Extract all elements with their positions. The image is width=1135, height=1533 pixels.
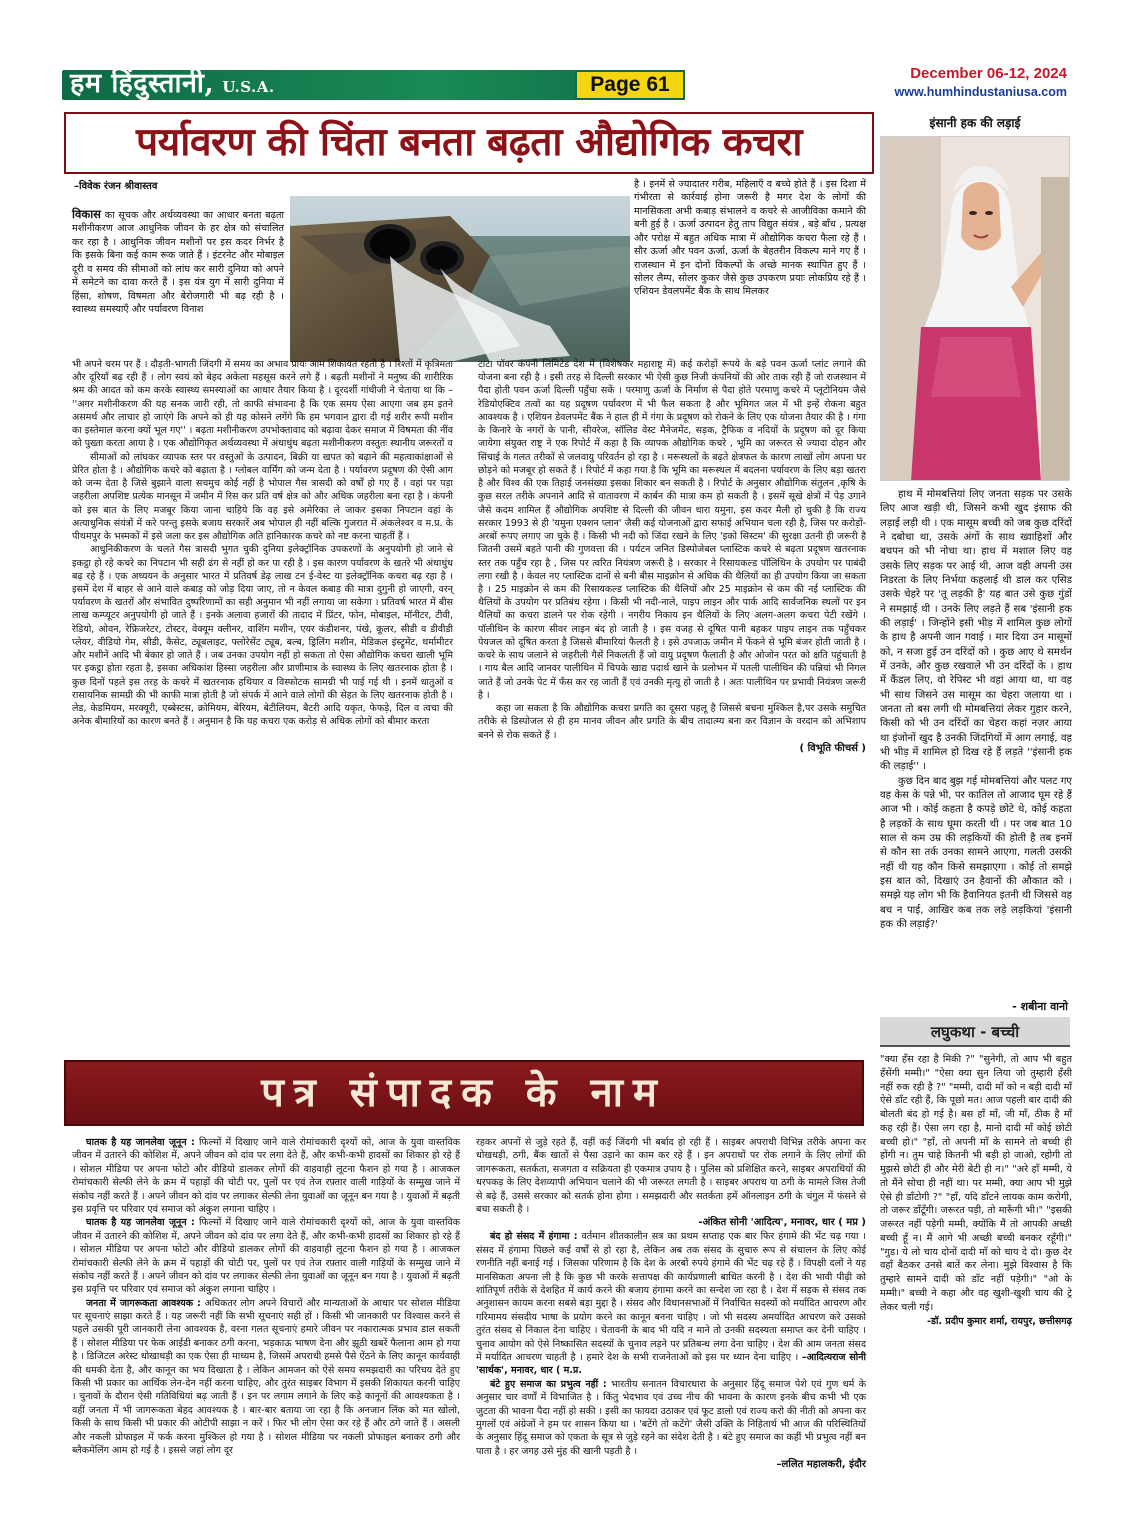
article-col1-top	[72, 206, 284, 316]
letter4-signature: –आदित्यराज सोनी 'सार्थक', मनावर, धार ( म.प्र.	[476, 1351, 866, 1377]
article-text-2: भी अपने चरम पर हैं । दौड़ती-भागती जिंदगी में समय का अभाव प्रायः आम शिकायत रहती है । रिश्तों में कृत्रिमता और दूरियाँ बढ़ रही हैं । लोग स्वयं को बेहद अकेला महसूस करने लगे हैं । बढ़ती मशीनों ने मनुष्य की शारीरिक श्रम की आदत को कम करके स्वास्थ्य समस्याओं का आधार तैयार किया है । दूरदर्शी गांधीजी ने चेताया था कि – ''अगर मशीनीकरण की यह सनक जारी रही, तो काफी संभावना है कि एक समय ऐसा आएगा जब हम इतने असमर्थ और लाचार हो जाएंगे कि अपने को ही यह कोसने लगेंगे कि हम भगवान द्वारा दी गई शरीर रूपी मशीन का इस्तेमाल करना क्यों भूल गए'' । बढ़ता मशीनीकरण उपभोक्तावाद को बढ़ावा देकर समाज में विषमता की नींव को पुख्ता करता आया है । एक औद्योगिकृत अर्थव्यवस्था में अंधाधुंध बढ़ता मशीनीकरण वस्तुतः स्थानीय जरूरतों व	[72, 359, 453, 450]
logo-text: हम हिंदुस्तानी,	[70, 68, 215, 99]
sidebar-title: इंसानी हक की लड़ाई	[929, 116, 1021, 130]
masthead	[0, 0, 1135, 108]
article-text-1: का सूचक और अर्थव्यवस्था का आधार बनता बढ़ता मशीनीकरण आज आधुनिक जीवन के हर क्षेत्र को संचालित कर रहा है । आधुनिक जीवन मशीनों पर इस कदर निर्भर है कि इसके बिना कई काम रूक जाते हैं । इंटरनेट और मोबाइल दूरी व समय की सीमाओं को लांघ कर सारी दुनिया को अपने में समेटने का दावा करते हैं । इस यंत्र युग में सारी दुनिया में हिंसा, शोषण, विषमता और बेरोजगारी भी बढ़ रही है । स्वास्थ्य समस्याएँ और पर्यावरण विनाश	[72, 210, 285, 315]
laghukatha-story	[880, 1053, 1072, 1328]
article-byline: –विवेक रंजन श्रीवास्तव	[74, 181, 158, 192]
sidebar-author: - शबीना वानो	[1012, 1000, 1068, 1013]
logo-usa: U.S.A.	[222, 78, 275, 96]
article-text-4: आधुनिकीकरण के चलते गैस त्रासदी भुगत चुकी दुनिया इलेक्ट्रॉनिक उपकरणों के अनुपयोगी हो जाने से इकट्ठा हो रहे कचरे का निपटान भी सही ढंग से नहीं हो कर पा रही है । इस कारण पर्यावरण के खतरे भी अंधाधुंध बढ़ रहे हैं । एक अध्ययन के अनुसार भारत में प्रतिवर्ष डेढ़ लाख टन ई-वेस्ट या इलेक्ट्रॉनिक कचरा बढ़ रहा है । इसमें देश में बाहर से आने वाले कबाड़ को जोड़ दिया जाए, तो न केवल कबाड़ की मात्रा दुगुनी हो जाएगी, वरन् पर्यावरण के खतरों और संभावित दुष्परिणामों का सही अनुमान भी नहीं लगाया जा सकेगा । प्रतिवर्ष भारत में बीस लाख कम्प्यूटर अनुपयोगी हो जाते हैं । इनके अलावा हजारों की तादाद में प्रिंटर, फोन, मोबाइल, मॉनीटर, टीवी, रेडियो, ओवन, रेफ्रिजरेटर, टोस्टर, वेक्यूम क्लीनर, वाशिंग मशीन, एयर कंडीशनर, पंखे, कूलर, सीडी व डीवीडी प्लेयर, वीडियो गेम, सीडी, कैसेट, ट्यूबलाइट, फ्लोरेसेंट ट्यूब, बल्ब, ड्रिलिंग मशीन, मेडिकल इंस्ट्रूमेंट, थर्मामीटर और मशीनें आदि भी बेकार हो जाते हैं । जब उनका उपयोग नहीं हो सकता तो ऐसा औद्योगिक कचरा खाली भूमि पर इकट्ठा होता रहता है, इसका अधिकांश हिस्सा जहरीला और प्राणीमात्र के स्वास्थ्य के लिए खतरनाक होता है । कुछ दिनों पहले इस तरह के कचरे में खतरनाक हथियार व विस्फोटक सामग्री भी पाई गई थी । इनमें धातुओं व रासायनिक सामग्री की भी काफी मात्रा होती है जो संपर्क में आने वाले लोगों की सेहत के लिए खतरनाक होती है । लेड, केडमियम, मरक्यूरी, एब्बेस्टस, क्रोमियम, बेरियम, बेटीलियम, बैटरी आदि यकृत, फेफड़े, दिल व त्वचा की अनेक बीमारियों का कारण बनते हैं । अनुमान है कि यह कचरा एक करोड़ से अधिक लोगों को बीमार करता	[72, 544, 453, 728]
article-headline-box	[64, 112, 874, 174]
article-text-3: सीमाओं को लांघकर व्यापक स्तर पर वस्तुओं के उत्पादन, बिक्री या खपत को बढ़ाने की महत्वाकांक्षाओं से प्रेरित होता है । औद्योगिक कचरे को बढ़ाता है । ग्लोबल वार्मिंग को जन्म देता है । पर्यावरण प्रदूषण की ऐसी आग को जन्म देता है जिसे बुझाने वाला सचमुच कोई नहीं है भोपाल गैस त्रासदी को वर्षों हो गए हैं । वहां पर पड़ा जहरीला अपशिष्ट प्रत्येक मानसून में जमीन में रिस कर प्रति वर्ष क्षेत्र को और अधिक जहरीला बना रहा है । कंपनी को इस बात के लिए मजबूर किया जाना चाहिये कि वह इसे अमेरिका ले जाकर इसका निपटान वहां के अत्याधुनिक संयंत्रों में करे परन्तु इसके बजाय सरकारें अब भोपाल ही नहीं बल्कि गुजरात में अंकलेश्वर व म.प्र. के पीथमपुर के भस्मकों में इसे जला कर इस औद्योगिक अति हानिकारक कचरे को नष्ट करना चाहतीं हैं ।	[72, 451, 453, 543]
letter1-heading: घातक है यह जानलेवा जूनून :	[86, 1137, 195, 1148]
letter5-heading: बंटे हुए समाज का प्रभुत्व नहीं :	[490, 1378, 607, 1390]
laghukatha-title: लघुकथा - बच्ची	[930, 1023, 1020, 1041]
laghukatha-header	[880, 1017, 1070, 1047]
letter4-heading: बंद हो संसद में हंगामा :	[490, 1231, 578, 1243]
article-headline: पर्यावरण की चिंता बनता बढ़ता औद्योगिक कचरा	[135, 120, 803, 165]
laghukatha-author: -डॉ. प्रदीप कुमार शर्मा, रायपुर, छत्तीसगढ़	[926, 1315, 1072, 1327]
letter3-text-cont: रहकर अपनों से जुड़े रहते हैं, वहीं कई जिंदगी भी बर्बाद हो रही हैं । साइबर अपराधी विभिन्न तरीके अपना कर धोखधड़ी, ठगी, बैंक खातों से पैसा उड़ाने का काम कर रहे हैं । इन अपराधों पर रोक लगाने के लिए लोगों की जागरूकता, सतर्कता, सजगता व सक्रियता ही एकमात्र उपाय है । पुलिस को प्रशिक्षित करने, साइबर अपराधियों की धरपकड़ के लिए देशव्यापी अभियान चलाने की भी जरूरत लगती है । साइबर अपराध या ठगी के मामले जिस तेजी से बढ़े हैं, उससे सरकार को सतर्क होना होगा । समझदारी और सतर्कता हमें ऑनलाइन ठगी के चंगुल में फंसने से बचा सकती है ।	[476, 1137, 866, 1215]
woman-portrait-image	[881, 137, 1070, 481]
laghukatha-text: "क्या हँस रहा है मिकी ?" "सुनेगी, तो आप भी बहुत हँसेंगी मम्मी।" "ऐसा क्या सुन लिया जो तुम्हारी हँसी नहीं रुक रही है ?" "मम्मी, दादी माँ को न बड़ी दादी माँ ऐसे डाँट रही हैं, कि पूछो मत। आज पहली बार दादी की बोलती बंद हो गई है। बस हाँ माँ, जी माँ, ठीक है माँ कह रही हैं। ऐसा लग रहा है, मानो दादी माँ कोई छोटी बच्ची हो।" "हाँ, तो अपनी माँ के सामने तो बच्ची ही होंगी न। तुम चाहे कितनी भी बड़ी हो जाओ, रहोगी तो मुझसे छोटी ही और मेरी बेटी ही न।" "अरे हाँ मम्मी, ये तो मैंने सोचा ही नहीं था। पर मम्मी, क्या आप भी मुझे ऐसे ही डाँटोगी ?" "हाँ, यदि डाँटने लायक काम करोगी, तो जरूर डाँटूँगी। जरूरत पड़ी, तो मारूँगी भी।" "इसकी जरूरत नहीं पड़ेगी मम्मी, क्योंकि मैं तो आपकी अच्छी बच्ची हूँ न। मैं आगे भी अच्छी बच्ची बनकर रहूँगी।" "गुड। ये लो चाय दोनों दादी माँ को चाय दे दो। कुछ देर वहाँ बैठकर उनसे बातें कर लेना। मुझे विश्वास है कि तुम्हारे सामने दादी को डाँट नहीं पड़ेगी।" "ओ के मम्मी।" बच्ची ने कहा और वह खुशी-खुशी चाय की ट्रे लेकर चली गई।	[880, 1054, 1072, 1313]
lead-word: विकास	[72, 207, 101, 221]
article-text-5: है । इनमें से ज्यादातर गरीब, महिलाएँ व बच्चे होते हैं । इस दिशा में गंभीरता से कार्रवाई होना जरूरी है मगर देश के लोगों की मानसिकता अभी कबाड़ संभालने व कचरे से आजीविका कमाने की बनी हुई है । ऊर्जा उत्पादन हेतु ताप विद्युत संयंत्र , बड़े बाँध , प्रत्यक्ष और परोक्ष में बहुत अधिक मात्रा में औद्योगिक कचरा फैला रहे हैं । सौर ऊर्जा और पवन ऊर्जा, ऊर्जा के बेहतरीन विकल्प माने गए हैं । राजस्थान में इन दोनों विकल्पों के अच्छे मानक स्थापित हुए हैं । सोलर लैम्प, सोलर कुकर जैसे कुछ उपकरण प्रयाः लोकप्रिय रहे हैं । एशियन डेवलपमेंट बैंक के साथ मिलकर	[634, 179, 866, 298]
article-text-6: टाटा पॉवर कंपनी लिमिटेड देश में (विशेषकर महाराष्ट्र में) कई करोड़ों रूपये के बड़े पवन ऊर्जा प्लांट लगाने की योजना बना रही है । इसी तरह से दिल्ली सरकार भी ऐसी कुछ निजी कंपनियों की ओर ताक रही हैं जो राजस्थान में पैदा होती पवन ऊर्जा दिल्ली पहुँचा सकें । परमाणु ऊर्जा के निर्माण से पैदा होते परमाणु कचरे में प्लूटोनियम जैसे रेडियोएक्टिव तत्वों का यह प्रदूषण पर्यावरण में भी फैल सकता है और भूमिगत जल में भी इन्हें रोकना बहुत आवश्यक है । एशियन डेवलपमेंट बैंक ने हाल ही में गंगा के प्रदूषण को रोकने के लिए एक योजना तैयार की है । गंगा के किनारे के नगरों के पानी, सीवरेज, सॉलिड वेस्ट मैनेजमेंट, सड़क, ट्रैफिक व नदियों के प्रदूषण को दूर किया जायेगा संयुक्त राष्ट्र ने एक रिपोर्ट में कहा है कि व्यापक औद्योगिक कचरे , भूमि का जरूरत से ज्यादा दोहन और सिंचाई के गलत तरीकों से जलवायु परिवर्तन हो रहा है । मरूस्थलों के बढ़ते क्षेत्रफल के कारण लाखों लोग अपना घर छोड़ने को मजबूर हो सकते हैं । रिपोर्ट में कहा गया है कि भूमि का मरूस्थल में बदलना पर्यावरण के लिए बड़ा खतरा है और विश्व की एक तिहाई जनसंख्या इसका शिकार बन सकती है । रिपोर्ट के अनुसार औद्योगिक संतुलन ,कृषि के कुछ सरल तरीके अपनाने आदि से वातावरण में कार्बन की मात्रा कम हो सकती है । इसमें सूखे क्षेत्रों में पेड़ उगाने जैसे कदम शामिल हैं औद्योगिक अपशिष्ट से दिल्ली की जीवन धारा यमुना, इस कदर मैली हो चुकी है कि राज्य सरकार 1993 से ही 'यमुना एक्शन प्लान' जैसी कई योजनाओं द्वारा सफाई अभियान चला रही है, जिस पर करोड़ों-अरबों रूपए लगाए जा चुके हैं । किसी भी नदी को जिंदा रखने के लिए 'इको सिस्टम' की सुरक्षा उतनी ही जरूरी है जितनी उसमें बहते पानी की गुणवत्ता की । पर्यटन जनित डिस्पोजेबल प्लास्टिक कचरे से बढ़ता प्रदूषण खतरनाक स्तर तक पहुँच रहा है , जिस पर त्वरित नियंत्रण जरूरी है । सरकार ने रिसायकल्ड पॉलिथिन के उपयोग पर पाबंदी लगा रखी है । केवल नए प्लास्टिक दानों से बनी बीस माइक्रोन से अधिक की थैलियों का ही उपयोग किया जा सकता है । 25 माइक्रोन से कम की रिसायकल्ड प्लास्टिक की थैलियों और 25 माइक्रोन से कम की नई प्लास्टिक की थैलियों के उपयोग पर प्रतिबंध रहेगा । किसी भी नदी-नाले, पाइप लाइन और पार्क आदि सार्वजनिक स्थलों पर इन थैलियों का कचरा डालने पर रोक रहेगी । नगरीय निकाय इन थैलियों के लिए अलग-अलग कचरा पेटी रखेंगे । पॉलीथिन के कारण सीवर लाइन बंद हो जाती है । इस वजह से दूषित पानी बहकर पाइप लाइन तक पहुँचकर पेयजल को दूषित करता है जिससे बीमारियां फैलती है । इसे उपजाऊ जमीन में फेंकने से भूमि बंजर होती जाती है । कचरे के साथ जलाने से जहरीली गैसें निकलती हैं जो वायु प्रदूषण फैलाती है और ओजोन परत को क्षति पहुंचाती है । गाय बैल आदि जानवर पालीथिन में चिपके खाद्य पदार्थ खाने के प्रलोभन में पतली पालीथिन की पन्नियां भी निगल जाते हैं जो उनके पेट में फँस कर रह जाती हैं एवं उनकी मृत्यु हो जाती है । अतः पालीथिन पर प्रभावी नियंत्रण जरूरी है ।	[478, 359, 866, 701]
article-source: ( विभूति फीचर्स )	[799, 742, 866, 754]
pipe-discharge-image	[290, 196, 630, 362]
letters-title: पत्र संपादक के नाम	[261, 1070, 667, 1116]
newspaper-logo	[70, 66, 275, 103]
letter1-text: फिल्मों में दिखाए जाने वाले रोमांचकारी दृश्यों को, आज के युवा वास्तविक जीवन में उतारने की कोशिश में, अपने जीवन को दांव पर लगा देते हैं, और कभी-कभी हादसों का शिकार हो रहे हैं । सोशल मीडिया पर अपना फोटो और वीडियो डालकर लोगों की वाहवाही लूटना फैशन हो गया है । आजकल रोमांचकारी सेल्फी लेने के क्रम में पहाड़ों की चोटी पर, पुलों पर एवं तेज रफ़्तार वाली गाड़ियों के सम्मुख जाने में संकोच नहीं करते हैं । अपने जीवन को दांव पर लगाकर सेल्फी लेना युवाओं का जूनून बन गया है । युवाओं में बढ़ती इस प्रवृत्ति पर परिवार एवं समाज को अंकुश लगाना चाहिए ।	[72, 1137, 460, 1215]
letter3-signature: -अंकित सोनी 'आदित्य', मनावर, धार ( मप्र )	[698, 1217, 866, 1229]
article-col1-wide	[72, 358, 453, 729]
letter2-text: फिल्मों में दिखाए जाने वाले रोमांचकारी दृश्यों को, आज के युवा वास्तविक जीवन में उतारने की कोशिश में, अपने जीवन को दांव पर लगा देते हैं, और कभी-कभी हादसों का शिकार हो रहे हैं । सोशल मीडिया पर अपना फोटो और वीडियो डालकर लोगों की वाहवाही लूटना फैशन हो गया है । आजकल रोमांचकारी सेल्फी लेने के क्रम में पहाड़ों की चोटी पर, पुलों पर एवं तेज रफ़्तार वाली गाड़ियों के सम्मुख जाने में संकोच नहीं करते हैं । अपने जीवन को दांव पर लगाकर सेल्फी लेना युवाओं का जूनून बन गया है । युवाओं में बढ़ती इस प्रवृत्ति पर परिवार एवं समाज को अंकुश लगाना चाहिए ।	[72, 1217, 460, 1296]
website-url[interactable]: www.humhindustaniusa.com	[894, 85, 1067, 99]
sidebar-text-2: कुछ दिन बाद बुझ गई मोमबत्तियां और पलट गए वह केस के पन्ने भी, पर कातिल तो आजाद घूम रहे हैं आज भी । कोई कहता है कपड़े छोटे थे, कोई कहता है लड़कों के साथ घूमा करती थी । पर जब बात 10 साल से कम उम्र की लड़कियों की होती है तब इनमें से कौन सा तर्क उनका सामने आएगा, गलती उसकी नहीं थी यह कौन किसे समझाएगा । कोई तो समझे इस बात को, दिखाएं उन हैवानों की औकात को । समझे यह लोग भी कि हैवानियत इतनी थी जिससे वह बच न पाई, आखिर कब तक लड़े लड़कियां 'इंसानी हक की लड़ाई?'	[880, 775, 1072, 930]
letter3-text: अधिकतर लोग अपने विचारों और मान्यताओं के आधार पर सोशल मीडिया पर सूचनाएं साझा करते हैं । यह जरूरी नहीं कि सभी सूचनाएं सही हों । किसी भी जानकारी पर विश्वास करने से पहले उसकी पूरी जानकारी लेना आवश्यक है, वरना गलत सूचनाएं हमारे जीवन पर नकारात्मक प्रभाव डाल सकती हैं । सोशल मीडिया पर फेक आईडी बनाकर ठगी करना, भड़काऊ भाषण देना और झूठी खबरें फैलाना आम हो गया है । डिजिटल अरेस्ट धोखाधड़ी का एक ऐसा ही माध्यम है, जिसमें अपराधी हमसे पैसे ऐंठने के लिए कानून कार्यवाही की धमकी देता है, और कानून का भय दिखाता है । लेकिन आमजन को ऐसे समय समझदारी का परिचय देते हुए किसी भी प्रकार का आर्थिक लेन-देन नहीं करना चाहिए, और तुरंत साइबर विभाग में इसकी शिकायत करनी चाहिए । चुनावों के दौरान ऐसी गतिविधियां बढ़ जाती हैं । इन पर लगाम लगाने के लिए कड़े कानूनों की आवश्यकता है । वहीं जनता में भी जागरूकता बेहद आवश्यक है । बार-बार बताया जा रहा है कि अनजान लिंक को मत खोलो, किसी के साथ किसी भी प्रकार की ओटीपी साझा न करें । फिर भी लोग ऐसा कर रहे हैं और ठगे जाते हैं । असली और नकली प्रोफाइल में फर्क करना मुश्किल हो गया है । सोशल मीडिया पर नकली प्रोफाइल बनाकर ठगी और ब्लैकमेलिंग आम हो गई है । इससे जहां लोग दूर	[72, 1297, 460, 1456]
letter3-heading: जनता में जागरूकता आवश्यक :	[86, 1297, 201, 1309]
article-text-7: कहा जा सकता है कि औद्योगिक कचरा प्रगति का दूसरा पहलू है जिससे बचना मुश्किल है,पर उसके समुचित तरीके से डिस्पोजल से ही हम मानव जीवन और प्रगति के बीच तादात्म्य बना कर विज्ञान के वरदान को अभिशाप बनने से रोक सकते हैं ।	[478, 703, 866, 741]
sidebar-text-1: हाथ में मोमबत्तियां लिए जनता सड़क पर उसके लिए आज खड़ी थी, जिसने कभी खुद इंसाफ की लड़ाई लड़ी थी । एक मासूम बच्ची को जब कुछ दरिंदों ने दबोचा था, उसके अंगों के साथ ख्वाहिशों और बचपन को भी नोचा था। हाथ में मशाल लिए वह उसके लिए सड़क पर आई थी, आज वही अपनी उस निडरता के लिए निर्भया कहलाई थी डाल कर एसिड उसके चेहरे पर 'तू लड़की है' यह बात उसे कुछ गुंडों ने समझाई थी । उनके लिए लड़ते हैं सब 'इंसानी हक की लड़ाई' । जिन्होंने इसी भीड़ में शामिल कुछ लोगों के हाथ है अपनी जान गवाई । मार दिया उन मासूमों को, न सजा हुई उन दरिंदों को । कुछ आए थे समर्थन में उनके, और कुछ रखवाले भी उन दरिंदों के । हाथ में कैंडल लिए, वो रेपिस्ट भी वहां आया था, था वह भी साथ जिसने उस मासूम का चेहरा जलाया था । जनता तो बस लगी थी मोमबत्तियां लेकर गुहार करने, किसी को भी उन दरिंदों का चेहरा कहां नज़र आया था इंजोनों खुद है उनकी जिंदगियों में आग लगाई, वह भी भीड़ में शामिल हो दिख रहे हैं लड़ते ''इंसानी हक की लड़ाई'' ।	[880, 489, 1072, 773]
author-portrait-photo	[880, 136, 1070, 481]
sidebar-poem	[880, 488, 1072, 932]
letter2-heading: घातक है यह जानलेवा जूनून :	[86, 1217, 195, 1229]
letters-banner	[64, 1060, 864, 1126]
letter5-text: भारतीय सनातन विचारधारा के अनुसार हिंदू समाज पेशे एवं गुण धर्म के अनुसार चार वर्णों में विभाजित है । किंतु भेदभाव एवं उच्च नीच की भावना के कारण इनके बीच कभी भी एक जुटता की भावना पैदा नहीं हो सकी । इसी का फायदा उठाकर एवं फूट डालो एवं राज्य करो की नीती को अपना कर मुगलों एवं अंग्रेजों ने हम पर शासन किया था । 'बटेंगे तो कटेंगे' जैसी उक्ति के निहितार्थ भी आज की परिस्थितियों के अनुसार हिंदू समाज को एकता के सूत्र से जुड़े रहने का संदेश देती है । बंटे हुए समाज का कहीं भी प्रभुत्व नहीं बन पाता है । हर जगह उसे मुंह की खानी पड़ती है ।	[476, 1378, 866, 1457]
page-number-badge: Page 61	[575, 70, 685, 100]
letters-col1	[72, 1136, 460, 1457]
issue-date: December 06-12, 2024	[910, 65, 1067, 82]
letters-col2	[476, 1136, 866, 1472]
letter4-text: वर्तमान शीतकालीन सत्र का प्रथम सप्ताह एक बार फिर हंगामे की भेंट चढ़ गया । संसद में हंगामा पिछले कई वर्षों से हो रहा है, लेकिन अब तक संसद के सुचारु रूप से संचालन के लिए कोई रणनीति नहीं बनाई गई । जिसका परिणाम है कि देश के अरबों रुपये हंगामे की भेंट चढ़ रहे हैं । विपक्षी दलों ने यह मानसिकता अपना ली है कि कुछ भी करके सत्तापक्ष की कार्यप्रणाली बाधित करनी है । देश की भावी पीढ़ी को शांतिपूर्ण तरीके से देशहित में कार्य करने की बजाय हंगामा करने का सन्देश जा रहा है । देश में सड़क से संसद तक अनुशासन कायम करना सबसे बड़ा मुद्दा है । संसद और विधानसभाओं में निर्वाचित सदस्यों को मर्यादित आचरण और गरिमामय संसदीय भाषा के प्रयोग करने का कानून बनना चाहिए । जो भी सदस्य अमर्यादित आचरण करे उसको तुरंत संसद से निकाल देना चाहिए । चेतावनी के बाद भी यदि न माने तो उनकी सदस्यता समाप्त कर देनी चाहिए । चुनाव आयोग को ऐसे निष्कासित सदस्यों के चुनाव लड़ने पर प्रतिबन्ध लगा देना चाहिए । देश की आम जनता संसद में मर्यादित आचरण चाहती है । हमारे देश के सभी राजनेताओं को इस पर ध्यान देना चाहिए ।	[476, 1231, 866, 1363]
article-col2-top	[634, 178, 866, 299]
letter5-signature: –ललित महालकरी, इंदौर	[776, 1459, 866, 1471]
article-col2-wide	[478, 358, 866, 756]
industrial-waste-photo	[290, 196, 630, 362]
